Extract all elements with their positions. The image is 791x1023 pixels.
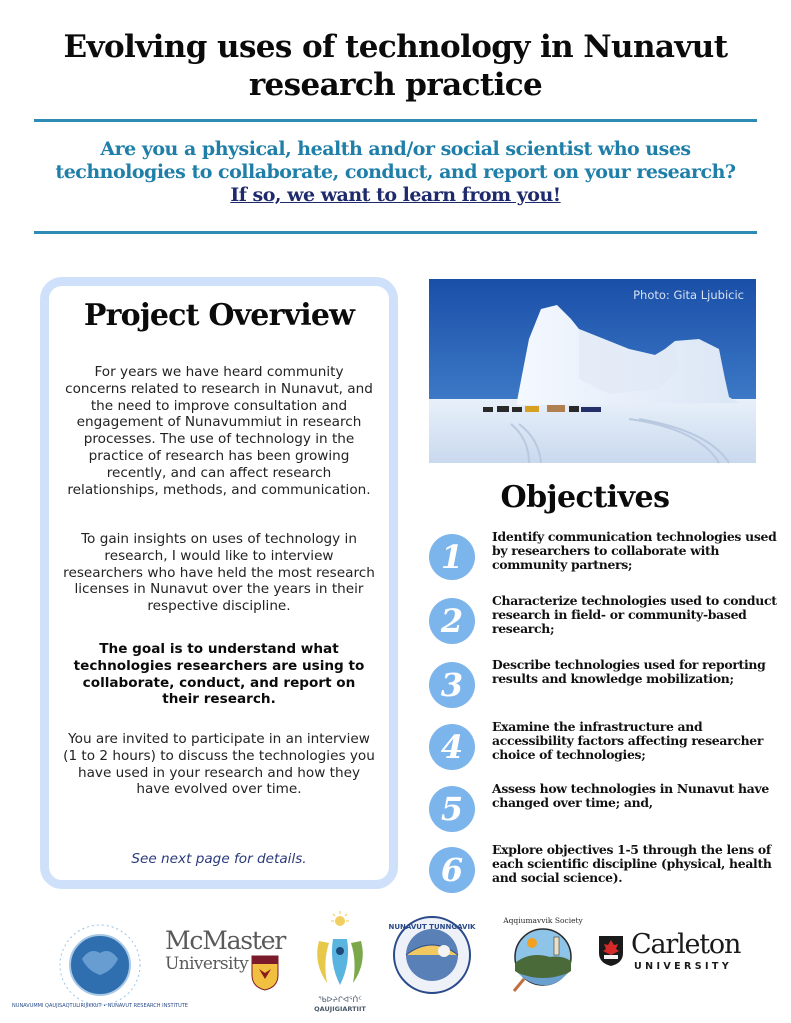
carleton-wordmark: Carleton <box>631 929 741 960</box>
number-2-icon: 2 <box>429 598 475 644</box>
subtitle <box>20 138 771 207</box>
carleton-university-text: UNIVERSITY <box>634 961 733 972</box>
mcmaster-logo <box>165 927 285 974</box>
project-overview-panel <box>40 277 398 889</box>
objective-item <box>429 594 784 654</box>
mcmaster-shield-icon <box>251 955 279 991</box>
number-3-icon: 3 <box>429 662 475 708</box>
call-to-action-link[interactable]: If so, we want to learn from you! <box>230 184 561 206</box>
overview-paragraph-2: To gain insights on uses of technology in research, I would like to interview researchers who have held the most research licenses in Nunavut over the years in their respective discipline. <box>63 531 375 615</box>
objective-item <box>429 843 784 903</box>
nunavut-tunngavik-logo <box>388 915 476 995</box>
aqqiumavvik-text: Aqqiumavvik Society <box>503 916 583 925</box>
see-next-page-note: See next page for details. <box>131 851 307 867</box>
objective-text: Characterize technologies used to conduct research in field- or community-based research; <box>492 593 777 637</box>
objective-item <box>429 658 784 718</box>
objective-text: Examine the infrastructure and accessibility factors affecting researcher choice of technologies; <box>492 719 764 763</box>
project-overview-heading: Project Overview <box>83 298 355 333</box>
mcmaster-university-text: University <box>165 954 249 974</box>
overview-paragraph-1: For years we have heard community concerns related to research in Nunavut, and the need to improve consultation and engagement of Nunavummiut in research processes. The use of technology in the practice of research has been growing recently, and can affect research relationships, methods, and communication. <box>65 364 373 498</box>
objective-item <box>429 782 784 842</box>
objective-text: Identify communication technologies used by researchers to collaborate with community partners; <box>492 529 777 573</box>
objective-item <box>429 720 784 780</box>
nri-logo-text: NUNAVUMMI QAUJISAQTULIRIJIKKUT • NUNAVUT RESEARCH INSTITUTE <box>12 1003 188 1009</box>
number-6-icon: 6 <box>429 847 475 893</box>
objective-text: Assess how technologies in Nunavut have changed over time; and, <box>492 781 769 811</box>
photo-credit: Photo: Gita Ljubicic <box>633 288 744 302</box>
nunavut-tunngavik-text: NUNAVUT TUNNGAVIK <box>388 923 476 931</box>
number-5-icon: 5 <box>429 786 475 832</box>
objective-text: Describe technologies used for reporting results and knowledge mobilization; <box>492 657 766 687</box>
objective-item <box>429 530 784 590</box>
number-1-icon: 1 <box>429 534 475 580</box>
objectives-heading: Objectives <box>500 480 670 515</box>
overview-paragraph-3: You are invited to participate in an interview (1 to 2 hours) to discuss the technologies you have used in your research and how they have evolved over time. <box>63 731 375 798</box>
qaujigiartiit-syllabics: ᖃᐅᔨᒋᐊᕐᑏᑦ <box>318 995 362 1004</box>
carleton-logo <box>598 929 743 983</box>
qaujigiartiit-text: QAUJIGIARTIIT <box>314 1005 366 1013</box>
divider-top <box>34 119 757 122</box>
qaujigiartiit-emblem-icon <box>305 911 375 991</box>
objective-text: Explore objectives 1-5 through the lens of each scientific discipline (physical, health and social science). <box>492 842 772 886</box>
qaujigiartiit-logo <box>305 911 375 1021</box>
subtitle-line-2: technologies to collaborate, conduct, and report on your research? <box>55 161 736 183</box>
partner-logos <box>0 905 791 1023</box>
nunavut-research-institute-logo <box>12 919 188 1011</box>
iceberg-photo <box>429 279 756 463</box>
divider-bottom <box>34 231 757 234</box>
mcmaster-wordmark: McMaster <box>165 926 286 955</box>
title-line-2: research practice <box>248 67 543 103</box>
number-4-icon: 4 <box>429 724 475 770</box>
carleton-shield-icon <box>598 935 624 967</box>
subtitle-line-1: Are you a physical, health and/or social scientist who uses <box>100 138 691 160</box>
aqqiumavvik-society-logo <box>500 911 586 997</box>
overview-goal: The goal is to understand what technologies researchers are using to collaborate, conduct, and report on their research. <box>73 641 365 708</box>
page-title <box>20 28 771 104</box>
iceberg-image <box>429 279 756 463</box>
title-line-1: Evolving uses of technology in Nunavut <box>63 29 728 65</box>
